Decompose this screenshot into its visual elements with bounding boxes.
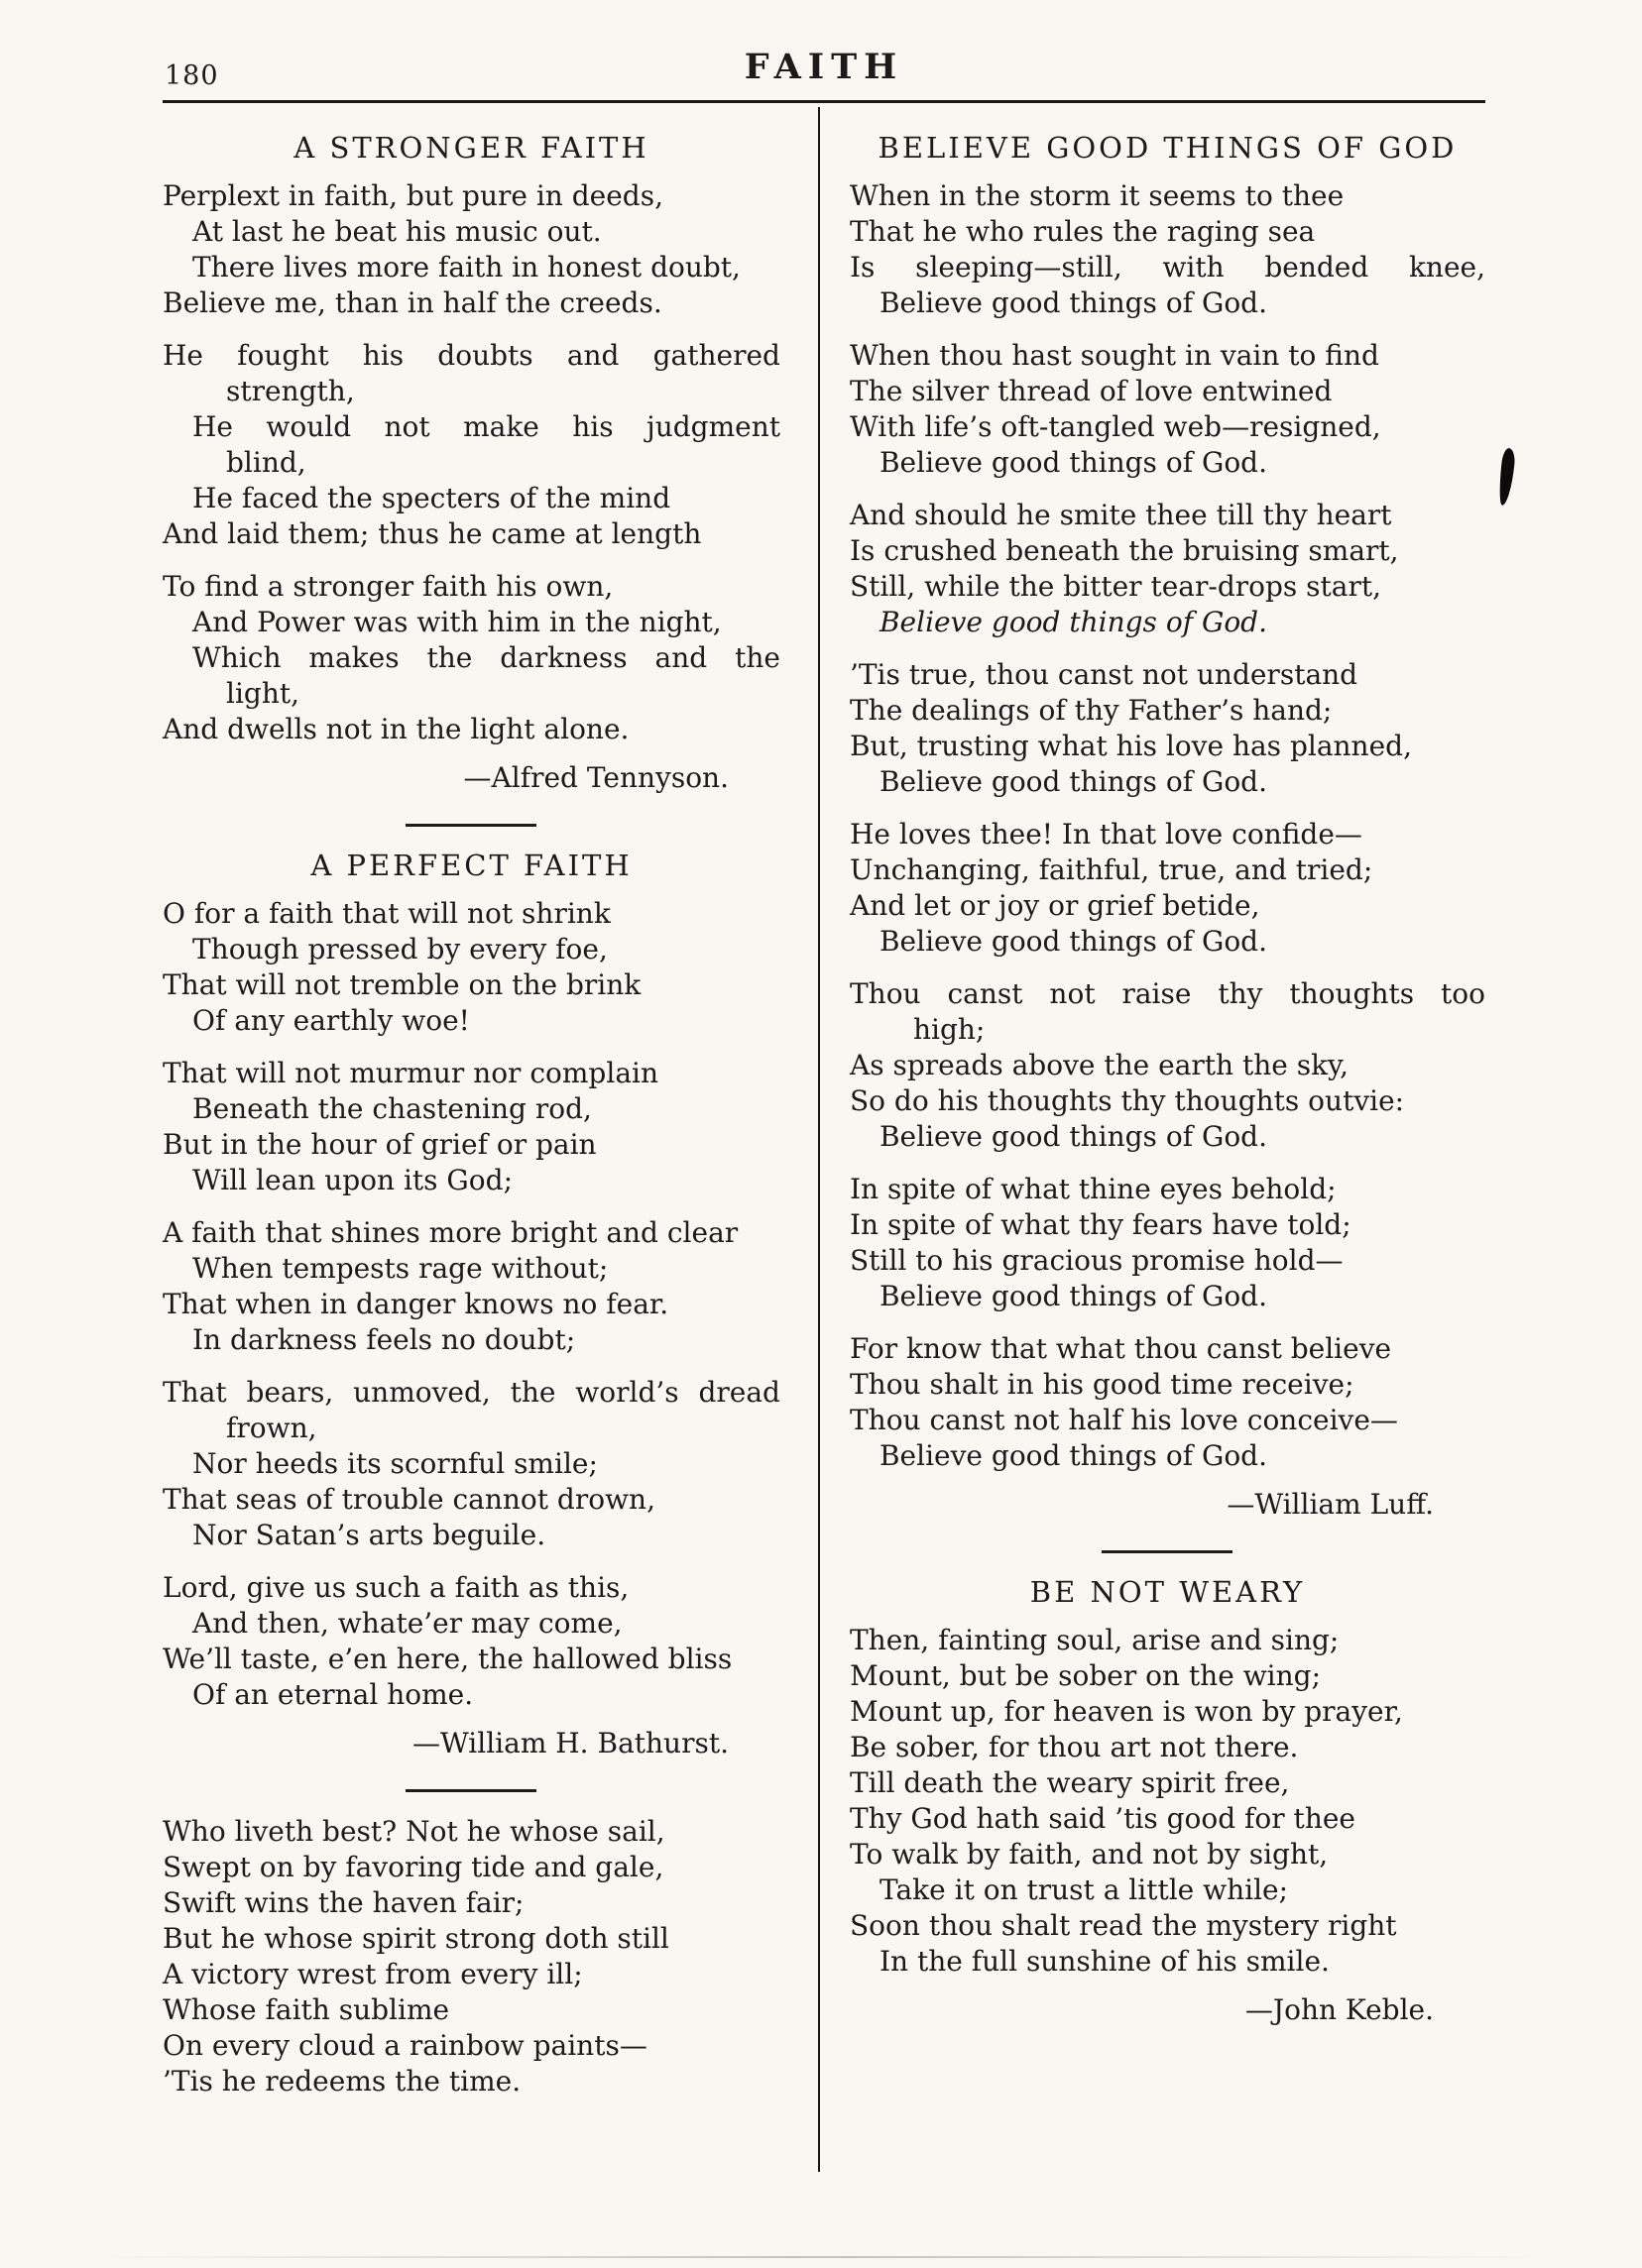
poem-line: Believe good things of God. xyxy=(879,446,1267,479)
poem-title: A PERFECT FAITH xyxy=(310,849,633,882)
poem-line: We’ll taste, e’en here, the hallowed bliss xyxy=(163,1643,733,1675)
poem-line: Then, fainting soul, arise and sing; xyxy=(849,1624,1340,1656)
poem-line: When in the storm it seems to thee xyxy=(849,179,1345,212)
page-header xyxy=(163,40,1485,95)
stanza xyxy=(163,1056,780,1198)
poem-line: But in the hour of grief or pain xyxy=(163,1128,597,1161)
poem-title: BE NOT WEARY xyxy=(1029,1575,1306,1609)
poem-line: To walk by faith, and not by sight, xyxy=(849,1838,1329,1871)
poem-line: blind, xyxy=(226,446,306,479)
stanza xyxy=(850,1623,1485,1980)
poem-line: ’Tis he redeems the time. xyxy=(163,2065,522,2098)
stanza xyxy=(850,178,1485,321)
poem-line: And should he smite thee till thy heart xyxy=(849,499,1392,531)
poem-line: Of any earthly woe! xyxy=(192,1004,470,1037)
poem-line: He would not make his judgment xyxy=(192,410,780,443)
poem-line: Nor heeds its scornful smile; xyxy=(192,1447,598,1480)
poem-line: Believe good things of God. xyxy=(879,286,1267,319)
poem-line: O for a faith that will not shrink xyxy=(163,897,611,930)
poem-line: Will lean upon its God; xyxy=(192,1164,514,1196)
stanza xyxy=(163,1375,780,1553)
poem-line: A faith that shines more bright and clear xyxy=(163,1216,739,1249)
poem-line: Still, while the bitter tear-drops start, xyxy=(849,570,1382,603)
page-title: FAITH xyxy=(744,47,904,87)
poem-line: Believe good things of God. xyxy=(879,1439,1267,1472)
poem-line: Perplext in faith, but pure in deeds, xyxy=(163,179,663,212)
poem-line: And laid them; thus he came at length xyxy=(163,517,702,550)
left-column xyxy=(163,107,820,2172)
poem-line: A victory wrest from every ill; xyxy=(163,1958,583,1990)
poem-line: The dealings of thy Father’s hand; xyxy=(849,694,1333,727)
poem-line: When thou hast sought in vain to find xyxy=(849,339,1379,372)
poem-line: That he who rules the raging sea xyxy=(849,215,1316,248)
poem-line: Which makes the darkness and the xyxy=(192,641,780,674)
poem-line: Believe good things of God. xyxy=(879,765,1267,798)
poem-line: In spite of what thy fears have told; xyxy=(849,1208,1351,1241)
stanza xyxy=(163,569,780,747)
poem-line: Till death the weary spirit free, xyxy=(849,1766,1290,1799)
poem-line: Swift wins the haven fair; xyxy=(163,1886,525,1919)
poem-line: Mount, but be sober on the wing; xyxy=(849,1659,1321,1692)
stanza xyxy=(850,338,1485,481)
section-divider xyxy=(163,1789,780,1792)
poem-line: That will not murmur nor complain xyxy=(163,1057,658,1089)
poem-line: Take it on trust a little while; xyxy=(879,1873,1289,1906)
stanza xyxy=(163,178,780,321)
poem-line: ’Tis true, thou canst not understand xyxy=(849,658,1358,691)
poem-line: Unchanging, faithful, true, and tried; xyxy=(849,853,1373,886)
stanza xyxy=(163,1570,780,1713)
poem-line: In the full sunshine of his smile. xyxy=(879,1945,1330,1978)
poem-line: Still to his gracious promise hold— xyxy=(849,1244,1344,1277)
poem xyxy=(850,1575,1485,2028)
poem xyxy=(850,131,1485,1523)
stanza xyxy=(850,976,1485,1155)
poem-line: Thou canst not half his love conceive— xyxy=(849,1404,1398,1436)
poem-line: That bears, unmoved, the world’s dread xyxy=(163,1376,780,1409)
poem-line: But he whose spirit strong doth still xyxy=(163,1922,669,1955)
stanza xyxy=(163,1814,780,2099)
two-column-layout xyxy=(163,107,1485,2172)
stanza xyxy=(163,896,780,1039)
poem-line: Thou canst not raise thy thoughts too xyxy=(849,977,1485,1010)
poem-line: Beneath the chastening rod, xyxy=(192,1092,592,1125)
poem-line: Be sober, for thou art not there. xyxy=(849,1731,1299,1763)
poem-line: When tempests rage without; xyxy=(192,1252,609,1285)
poem-line: Nor Satan’s arts beguile. xyxy=(192,1519,546,1551)
poem-title: BELIEVE GOOD THINGS OF GOD xyxy=(878,131,1458,165)
stanza xyxy=(850,498,1485,640)
poem-line: To find a stronger faith his own, xyxy=(163,570,614,603)
stanza xyxy=(163,338,780,552)
page-number: 180 xyxy=(165,60,219,91)
poem-line: Who liveth best? Not he whose sail, xyxy=(163,1815,665,1848)
poem-attribution: —Alfred Tennyson. xyxy=(463,761,729,794)
poem-attribution: —John Keble. xyxy=(1244,1993,1434,2026)
page-edge-shadow xyxy=(89,2256,1553,2258)
poem-line: That when in danger knows no fear. xyxy=(163,1288,669,1320)
poem-line: Believe good things of God. xyxy=(879,925,1267,958)
poem-line: Whose faith sublime xyxy=(163,1993,450,2026)
poem-line: But, trusting what his love has planned, xyxy=(849,730,1412,762)
poem-line: There lives more faith in honest doubt, xyxy=(192,251,741,284)
poem-line: And Power was with him in the night, xyxy=(192,606,722,638)
stanza xyxy=(850,1331,1485,1474)
poem-line: Thy God hath said ’tis good for thee xyxy=(849,1802,1355,1835)
poem-line: That seas of trouble cannot drown, xyxy=(163,1483,655,1516)
divider-line xyxy=(406,1789,536,1792)
poem-line: And let or joy or grief betide, xyxy=(849,889,1260,922)
poem-line: For know that what thou canst believe xyxy=(849,1332,1392,1365)
poem-line: Believe good things of God. xyxy=(879,1280,1267,1312)
poem-line: Is crushed beneath the bruising smart, xyxy=(849,534,1399,567)
poem-line: strength, xyxy=(226,375,355,407)
poem-line: Thou shalt in his good time receive; xyxy=(849,1368,1354,1401)
poem-line: So do his thoughts thy thoughts outvie: xyxy=(849,1084,1405,1117)
poem-line: The silver thread of love entwined xyxy=(849,375,1333,407)
right-column xyxy=(820,107,1485,2172)
divider-line xyxy=(406,824,536,827)
poem-line: In spite of what thine eyes behold; xyxy=(849,1173,1337,1205)
poem-line: Believe good things of God. xyxy=(879,606,1267,638)
poem-line: frown, xyxy=(226,1412,317,1444)
poem-line: Though pressed by every foe, xyxy=(192,933,608,965)
poem-line: With life’s oft-tangled web—resigned, xyxy=(849,410,1381,443)
poem-attribution: —William Luff. xyxy=(1227,1488,1434,1521)
poem-line: Of an eternal home. xyxy=(192,1678,474,1711)
stanza xyxy=(850,1172,1485,1314)
poem-line: Lord, give us such a faith as this, xyxy=(163,1571,630,1604)
stanza xyxy=(850,657,1485,800)
poem-line: In darkness feels no doubt; xyxy=(192,1323,576,1356)
poem xyxy=(163,131,780,796)
poem xyxy=(163,1814,780,2099)
poem-line: Soon thou shalt read the mystery right xyxy=(849,1909,1397,1942)
poem-line: Believe good things of God. xyxy=(879,1120,1267,1153)
poem-line: That will not tremble on the brink xyxy=(163,968,642,1001)
poem-title: A STRONGER FAITH xyxy=(293,131,649,165)
poem-line: He fought his doubts and gathered xyxy=(163,339,780,372)
stanza xyxy=(163,1215,780,1358)
section-divider xyxy=(850,1550,1485,1553)
ink-smudge-artifact xyxy=(1497,447,1516,506)
poem-line: He faced the specters of the mind xyxy=(192,482,671,514)
poem-line: He loves thee! In that love confide— xyxy=(849,818,1362,850)
poem-line: high; xyxy=(912,1013,986,1046)
poem xyxy=(163,849,780,1761)
poem-line: At last he beat his music out. xyxy=(192,215,602,248)
header-rule xyxy=(163,100,1485,103)
poem-line: And dwells not in the light alone. xyxy=(163,713,630,745)
poem-line: light, xyxy=(226,677,300,710)
poem-line: On every cloud a rainbow paints— xyxy=(163,2029,647,2062)
divider-line xyxy=(1102,1550,1232,1553)
poem-attribution: —William H. Bathurst. xyxy=(412,1727,729,1759)
poem-line: Mount up, for heaven is won by prayer, xyxy=(849,1695,1403,1728)
poem-line: Swept on by favoring tide and gale, xyxy=(163,1851,664,1883)
poem-line: As spreads above the earth the sky, xyxy=(849,1049,1349,1081)
poem-line: Is sleeping—still, with bended knee, xyxy=(849,251,1485,284)
section-divider xyxy=(163,824,780,827)
stanza xyxy=(850,817,1485,960)
poem-line: And then, whate’er may come, xyxy=(192,1607,623,1640)
poem-line: Believe me, than in half the creeds. xyxy=(163,286,662,319)
